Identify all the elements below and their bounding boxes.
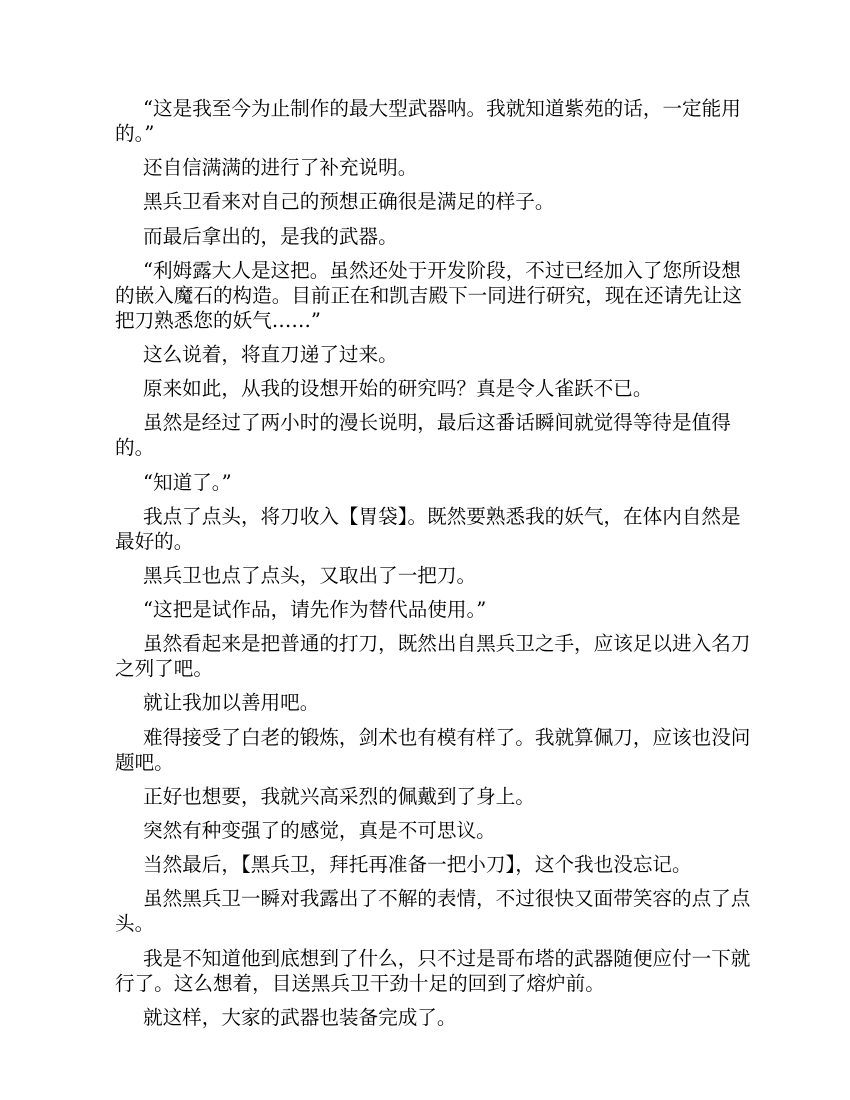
paragraph-10 [115,504,751,554]
paragraph-text: 还自信满满的进行了补充说明。 [143,156,418,180]
paragraph-2 [115,155,751,180]
paragraph-6 [115,342,751,367]
paragraph-text: 就让我加以善用吧。 [143,691,320,715]
paragraph-15 [115,725,751,775]
paragraph-4 [115,224,751,249]
paragraph-text: 我是不知道他到底想到了什么，只不过是哥布塔的武器随便应付一下就行了。这么想着，目送黑兵卫干劲十足的回到了熔炉前。 [115,946,751,995]
paragraph-text: “这把是试作品，请先作为替代品使用。” [143,598,487,622]
paragraph-7 [115,376,751,401]
paragraph-text: 就这样，大家的武器也装备完成了。 [143,1005,457,1029]
paragraph-12 [115,597,751,622]
paragraph-text: “知道了。” [143,470,232,494]
paragraph-13 [115,631,751,681]
paragraph-text: 突然有种变强了的感觉，真是不可思议。 [143,819,496,842]
paragraph-8 [115,410,751,460]
paragraph-text: 而最后拿出的，是我的武器。 [143,224,398,248]
paragraph-text: 这么说着，将直刀递了过来。 [143,342,398,366]
paragraph-18 [115,852,751,877]
paragraph-text: 虽然看起来是把普通的打刀，既然出自黑兵卫之手，应该足以进入名刀之列了吧。 [115,632,751,681]
paragraph-5 [115,258,751,333]
paragraph-16 [115,784,751,809]
paragraph-21 [115,1005,751,1030]
paragraph-text: 当然最后，【黑兵卫，拜托再准备一把小刀】，这个我也没忘记。 [143,853,692,877]
paragraph-text: 正好也想要，我就兴高采烈的佩戴到了身上。 [143,784,535,808]
paragraph-text: 原来如此，从我的设想开始的研究吗？真是令人雀跃不已。 [143,377,653,401]
paragraph-text: “这是我至今为止制作的最大型武器呐。我就知道紫苑的话，一定能用的。” [115,97,741,145]
paragraph-text: 黑兵卫也点了点头，又取出了一把刀。 [143,563,477,587]
paragraph-text: 难得接受了白老的锻炼，剑术也有模有样了。我就算佩刀，应该也没问题吧。 [115,725,751,774]
paragraph-text: 虽然黑兵卫一瞬对我露出了不解的表情，不过很快又面带笑容的点了点头。 [115,887,751,936]
paragraph-14 [115,690,751,715]
paragraph-19 [115,886,751,936]
paragraph-text: 虽然是经过了两小时的漫长说明，最后这番话瞬间就觉得等待是值得的。 [115,411,731,460]
paragraph-9 [115,470,751,495]
paragraph-text: 我点了点头，将刀收入【胃袋】。既然要熟悉我的妖气，在体内自然是最好的。 [115,504,741,553]
paragraph-11 [115,563,751,588]
paragraph-text: “利姆露大人是这把。虽然还处于开发阶段，不过已经加入了您所设想的嵌入魔石的构造。目前正在和凯吉殿下一同进行研究，现在还请先让这把刀熟悉您的妖气……” [115,258,742,332]
document-body [115,96,751,1039]
paragraph-17 [115,818,751,843]
paragraph-3 [115,189,751,214]
paragraph-1 [115,96,751,146]
paragraph-text: 黑兵卫看来对自己的预想正确很是满足的样子。 [143,190,555,214]
paragraph-20 [115,946,751,996]
